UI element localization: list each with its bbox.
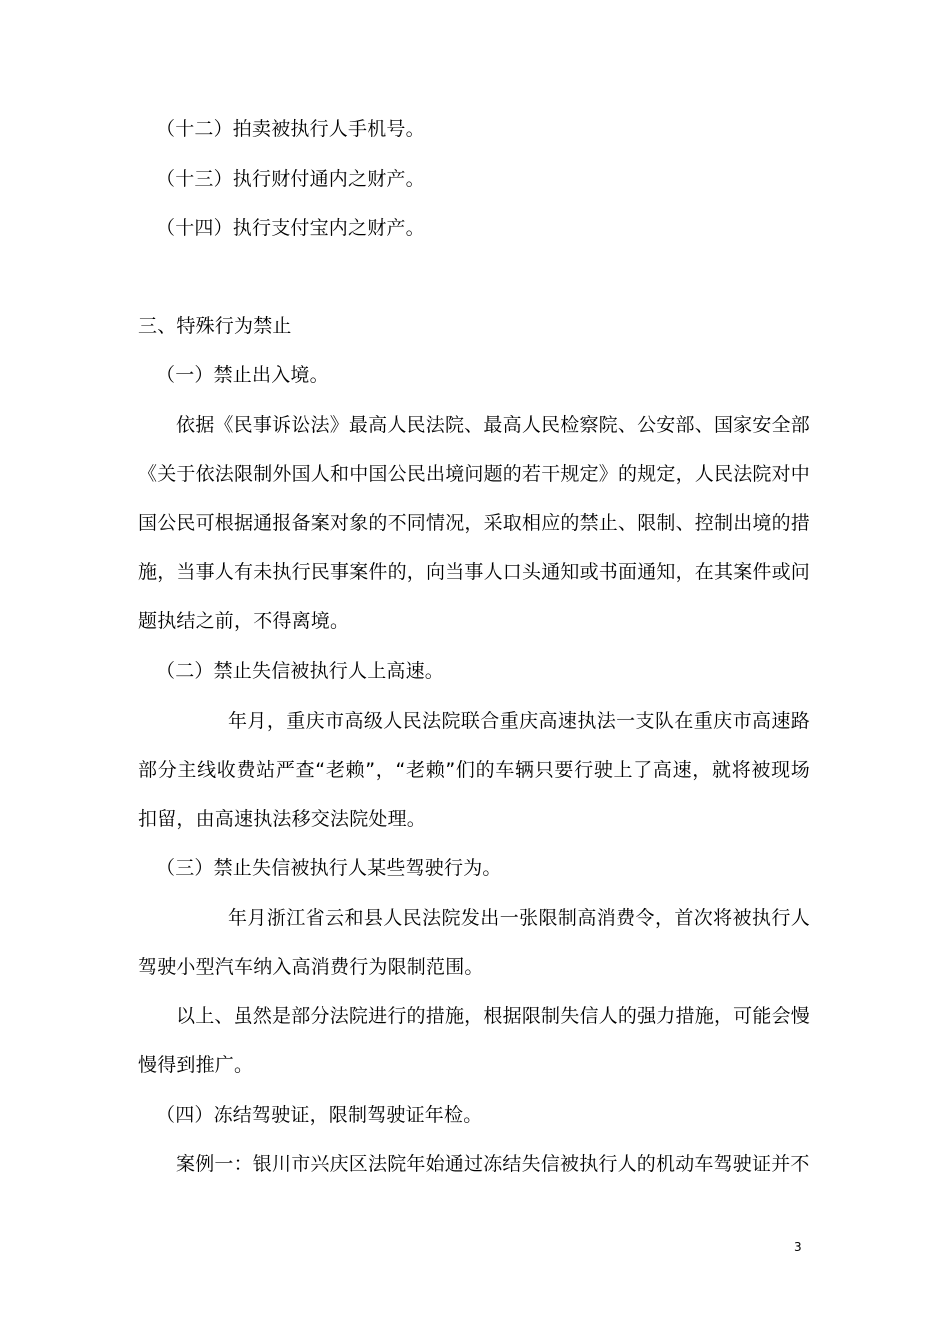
list-item-14: （十四）执行支付宝内之财产。 [156, 217, 425, 239]
subsection-heading-4: （四）冻结驾驶证，限制驾驶证年检。 [156, 1104, 483, 1126]
paragraph-driving-ban: 年月浙江省云和县人民法院发出一张限制高消费令，首次将被执行人驾驶小型汽车纳入高消费行为限制范围。 [138, 907, 810, 978]
subsection-heading-1: （一）禁止出入境。 [156, 364, 329, 386]
list-item-12: （十二）拍卖被执行人手机号。 [156, 118, 425, 140]
list-item-13: （十三）执行财付通内之财产。 [156, 168, 425, 190]
paragraph-highway-ban: 年月，重庆市高级人民法院联合重庆高速执法一支队在重庆市高速路部分主线收费站严查“老赖”，“老赖”们的车辆只要行驶上了高速，就将被现场扣留，由高速执法移交法院处理。 [138, 710, 810, 830]
subsection-heading-2: （二）禁止失信被执行人上高速。 [156, 660, 445, 682]
paragraph-exit-ban: 依据《民事诉讼法》最高人民法院、最高人民检察院、公安部、国家安全部《关于依法限制外国人和中国公民出境问题的若干规定》的规定，人民法院对中国公民可根据通报备案对象的不同情况，采取相应的禁止、限制、控制出境的措施，当事人有未执行民事案件的，向当事人口头通知或书面通知，在其案件或问题执结之前，不得离境。 [138, 414, 811, 632]
subsection-heading-3: （三）禁止失信被执行人某些驾驶行为。 [156, 857, 502, 879]
section-heading: 三、特殊行为禁止 [138, 315, 292, 337]
page-number: 3 [794, 1240, 802, 1254]
paragraph-summary: 以上、虽然是部分法院进行的措施，根据限制失信人的强力措施，可能会慢慢得到推广。 [138, 1005, 810, 1076]
paragraph-case-one: 案例一：银川市兴庆区法院年始通过冻结失信被执行人的机动车驾驶证并不 [176, 1153, 810, 1175]
